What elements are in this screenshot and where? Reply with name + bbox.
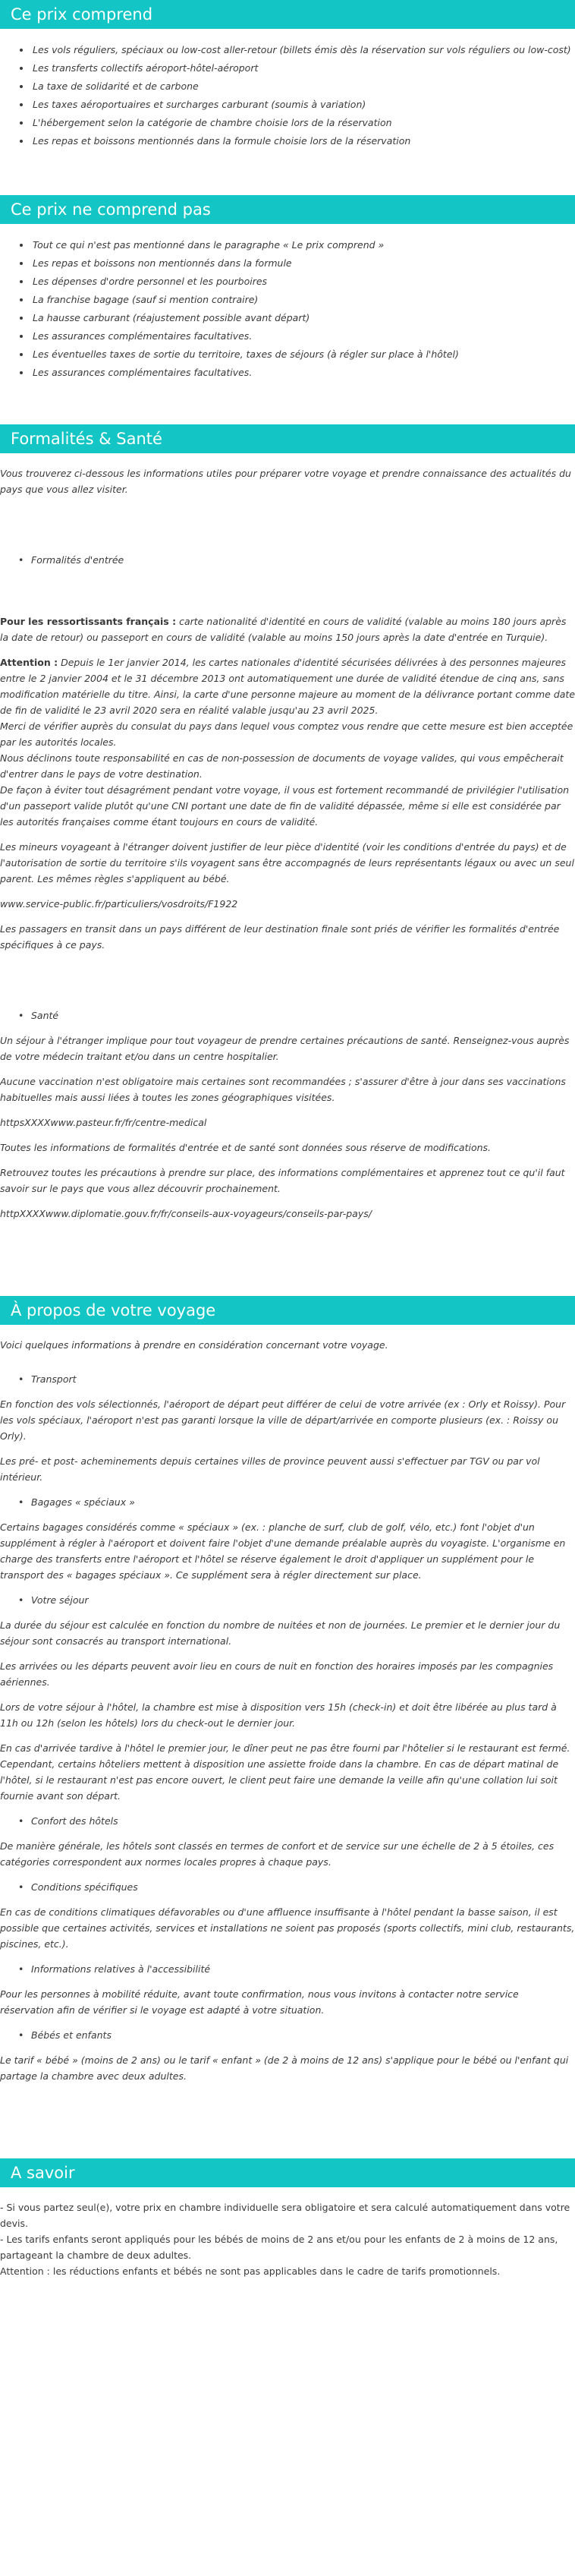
- about-intro: Voici quelques informations à prendre en considération concernant votre voyage.: [0, 1339, 388, 1351]
- baggage-heading: • Bagages « spéciaux »: [0, 1494, 575, 1510]
- list-item: • La taxe de solidarité et de carbone: [31, 77, 575, 96]
- liability-text: Nous déclinons toute responsabilité en cas de non-possession de documents de voyage valides, qui vous empêcherait d'entrer dans le pays de votre destination.: [0, 752, 564, 780]
- comfort-heading: • Confort des hôtels: [0, 1813, 575, 1829]
- list-item: • Les vols réguliers, spéciaux ou low-cost aller-retour (billets émis dès la réservation sur vols réguliers ou low-cost): [31, 41, 575, 59]
- list-item: • Les assurances complémentaires facultatives.: [31, 364, 575, 382]
- transit-text: Les passagers en transit dans un pays différent de leur destination finale sont priés de vérifier les formalités d'entrée spécifiques à ce pays.: [0, 923, 560, 951]
- list-item: • Les repas et boissons mentionnés dans la formule choisie lors de la réservation: [31, 132, 575, 150]
- transport-text-2: Les pré- et post- acheminements depuis certaines villes de province peuvent aussi s'effectuer par TGV ou par vol intérieur.: [0, 1455, 540, 1483]
- attention-paragraph: [0, 654, 575, 718]
- know-line-1: - Si vous partez seul(e), votre prix en chambre individuelle sera obligatoire et sera calculé automatiquement dans votre devis.: [0, 2202, 570, 2229]
- stay-text-4: En cas d'arrivée tardive à l'hôtel le premier jour, le dîner peut ne pas être fourni par l'hôtelier si le restaurant est fermé. Cependant, certains hôteliers mettent à disposition une assiette froide dans la chambre. En cas de départ matinal de l'hôtel, si le restaurant n'est pas encore ouvert, le client peut faire une demande la veille afin qu'une collation lui soit fournie avant son départ.: [0, 1742, 570, 1802]
- know-line-3: Attention : les réductions enfants et bébés ne sont pas applicables dans le cadre de tarifs promotionnels.: [0, 2265, 501, 2277]
- french-nationals-detail: carte nationalité d'identité en cours de validité (valable au moins 180 jours après la date de retour) ou passeport en cours de validité (valable au moins 150 jours après la date d'entrée en Turquie).: [0, 616, 567, 643]
- attention-block: [0, 654, 575, 830]
- health-heading: • Santé: [0, 1007, 575, 1023]
- list-item: • La franchise bagage (sauf si mention contraire): [31, 291, 575, 309]
- conditions-heading: • Conditions spécifiques: [0, 1879, 575, 1895]
- passport-advice-text: De façon à éviter tout désagrément pendant votre voyage, il vous est fortement recommandé de privilégier l'utilisation d'un passeport valide plutôt qu'une CNI portant une date de fin de validité dépassée, même si elle est considérée par les autorités françaises comme étant toujours en cours de validité.: [0, 784, 570, 828]
- section-header-includes: Ce prix comprend: [0, 0, 575, 29]
- stay-text-3: Lors de votre séjour à l'hôtel, la chambre est mise à disposition vers 15h (check-in) et doit être libérée au plus tard à 11h ou 12h (selon les hôtels) lors du check-out le dernier jour.: [0, 1701, 557, 1729]
- pasteur-link[interactable]: httpsXXXXwww.pasteur.fr/fr/centre-medical: [0, 1117, 207, 1128]
- minors-link[interactable]: www.service-public.fr/particuliers/vosdroits/F1922: [0, 898, 238, 910]
- babies-heading: • Bébés et enfants: [0, 2027, 575, 2043]
- health-text: Un séjour à l'étranger implique pour tout voyageur de prendre certaines précautions de santé. Renseignez-vous auprès de votre médecin traitant et/ou dans un centre hospitalier.: [0, 1035, 570, 1062]
- excludes-list: [0, 236, 575, 382]
- vaccine-text: Aucune vaccination n'est obligatoire mais certaines sont recommandées ; s'assurer d'être à jour dans ses vaccinations habituelles mais aussi liées à toutes les zones géographiques visitées.: [0, 1076, 566, 1103]
- stay-text-2: Les arrivées ou les départs peuvent avoir lieu en cours de nuit en fonction des horaires imposés par les compagnies aériennes.: [0, 1660, 554, 1688]
- section-header-know: A savoir: [0, 2158, 575, 2187]
- transport-heading: • Transport: [0, 1371, 575, 1387]
- attention-label: Attention :: [0, 657, 58, 668]
- includes-list: [0, 41, 575, 150]
- list-item: • Les transferts collectifs aéroport-hôtel-aéroport: [31, 59, 575, 77]
- section-header-about: À propos de votre voyage: [0, 1296, 575, 1325]
- more-info-text: Retrouvez toutes les précautions à prendre sur place, des informations complémentaires et apprenez tout ce qu'il faut savoir sur le pays que vous allez découvrir prochainement.: [0, 1167, 565, 1194]
- baggage-text: Certains bagages considérés comme « spéciaux » (ex. : planche de surf, club de golf, vélo, etc.) font l'objet d'un supplément à régler à l'aéroport et doivent faire l'objet d'une demande préalable auprès du voyagiste. L'organisme en charge des transferts entre l'aéroport et l'hôtel se réserve également le droit d'appliquer un supplément pour le transport des « bagages spéciaux ». Ce supplément sera à régler directement sur place.: [0, 1521, 566, 1581]
- conditions-text: En cas de conditions climatiques défavorables ou d'une affluence insuffisante à l'hôtel pendant la basse saison, il est possible que certaines activités, services et installations ne soient pas proposés (sports collectifs, mini club, restaurants, piscines, etc.).: [0, 1906, 575, 1950]
- list-item: • La hausse carburant (réajustement possible avant départ): [31, 309, 575, 327]
- stay-text: La durée du séjour est calculée en fonction du nombre de nuitées et non de journées. Le premier et le dernier jour du séjour sont consacrés au transport international.: [0, 1619, 561, 1647]
- entry-formalities-heading: • Formalités d'entrée: [0, 552, 575, 568]
- transport-text: En fonction des vols sélectionnés, l'aéroport de départ peut différer de celui de votre arrivée (ex : Orly et Roissy). Pour les vols spéciaux, l'aéroport n'est pas garanti lorsque la ville de départ/arrivée en comporte plusieurs (ex. : Roissy ou Orly).: [0, 1398, 566, 1442]
- formalities-intro: Vous trouverez ci-dessous les informations utiles pour préparer votre voyage et prendre connaissance des actualités du pays que vous allez visiter.: [0, 468, 571, 495]
- attention-detail: Depuis le 1er janvier 2014, les cartes nationales d'identité sécurisées délivrées à des personnes majeures entre le 2 janvier 2004 et le 31 décembre 2013 ont automatiquement une durée de validité étendue de cinq ans, sans modification matérielle du titre. Ainsi, la carte d'une personne majeure au moment de la délivrance portant comme date de fin de validité le 23 avril 2020 sera en réalité valable jusqu'au 23 avril 2025.: [0, 657, 575, 716]
- list-item: • Les assurances complémentaires facultatives.: [31, 327, 575, 345]
- list-item: • Tout ce qui n'est pas mentionné dans le paragraphe « Le prix comprend »: [31, 236, 575, 254]
- know-block: [0, 2199, 575, 2279]
- french-nationals-label: Pour les ressortissants français :: [0, 616, 177, 627]
- diplomatie-link[interactable]: httpXXXXwww.diplomatie.gouv.fr/fr/conseils-aux-voyageurs/conseils-par-pays/: [0, 1208, 372, 1219]
- list-item: • Les repas et boissons non mentionnés dans la formule: [31, 254, 575, 273]
- reserve-text: Toutes les informations de formalités d'entrée et de santé sont données sous réserve de modifications.: [0, 1142, 492, 1153]
- list-item: • Les taxes aéroportuaires et surcharges carburant (soumis à variation): [31, 96, 575, 114]
- section-header-excludes: Ce prix ne comprend pas: [0, 195, 575, 224]
- stay-heading: • Votre séjour: [0, 1592, 575, 1608]
- minors-text: Les mineurs voyageant à l'étranger doivent justifier de leur pièce d'identité (voir les conditions d'entrée du pays) et de l'autorisation de sortie du territoire s'ils voyagent sans être accompagnés de leurs représentants légaux ou avec un seul parent. Les mêmes règles s'appliquent au bébé.: [0, 841, 574, 884]
- list-item: • Les éventuelles taxes de sortie du territoire, taxes de séjours (à régler sur place à l'hôtel): [31, 345, 575, 364]
- know-line-2: - Les tarifs enfants seront appliqués pour les bébés de moins de 2 ans et/ou pour les enfants de 2 à moins de 12 ans, partageant la chambre de deux adultes.: [0, 2234, 558, 2261]
- babies-text: Le tarif « bébé » (moins de 2 ans) ou le tarif « enfant » (de 2 à moins de 12 ans) s'applique pour le bébé ou l'enfant qui partage la chambre avec deux adultes.: [0, 2054, 569, 2082]
- accessibility-text: Pour les personnes à mobilité réduite, avant toute confirmation, nous vous invitons à contacter notre service réservation afin de vérifier si le voyage est adapté à votre situation.: [0, 1988, 519, 2016]
- list-item: • L'hébergement selon la catégorie de chambre choisie lors de la réservation: [31, 114, 575, 132]
- section-header-formalities: Formalités & Santé: [0, 424, 575, 453]
- consulate-text: Merci de vérifier auprès du consulat du pays dans lequel vous comptez vous rendre que cette mesure est bien acceptée par les autorités locales.: [0, 720, 573, 748]
- accessibility-heading: • Informations relatives à l'accessibilité: [0, 1961, 575, 1977]
- list-item: • Les dépenses d'ordre personnel et les pourboires: [31, 273, 575, 291]
- french-nationals-text: [0, 613, 575, 645]
- comfort-text: De manière générale, les hôtels sont classés en termes de confort et de service sur une échelle de 2 à 5 étoiles, ces catégories correspondent aux normes locales propres à chaque pays.: [0, 1840, 555, 1868]
